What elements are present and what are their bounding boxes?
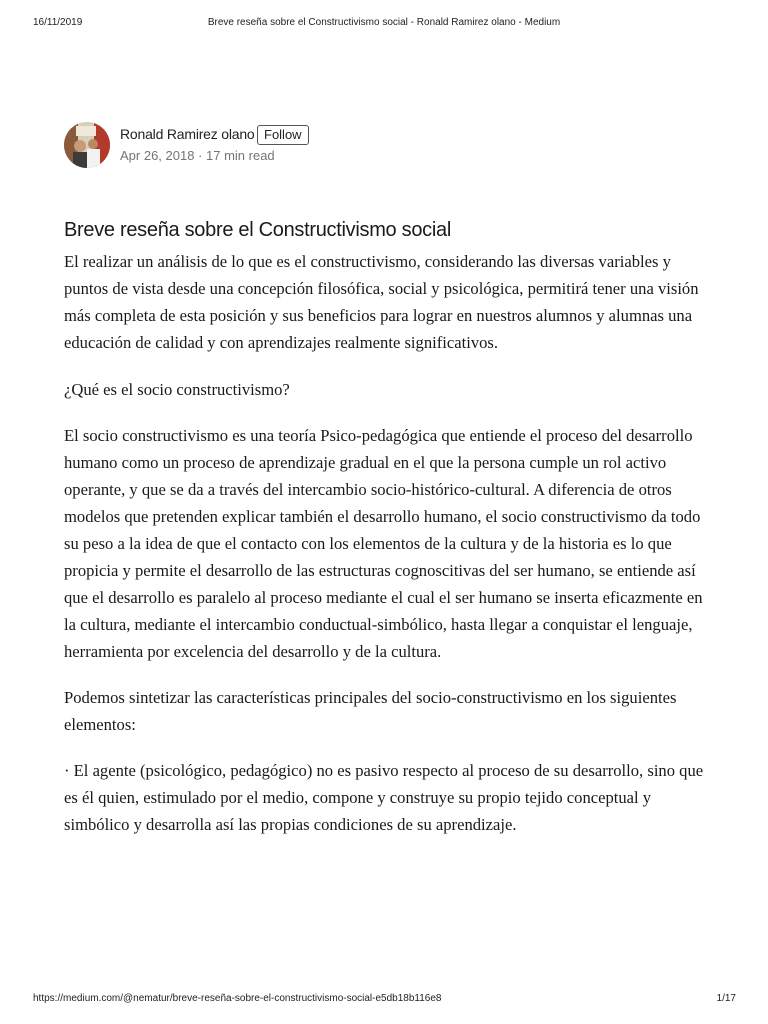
author-block xyxy=(64,122,464,172)
print-date: 16/11/2019 xyxy=(33,17,83,28)
print-url: https://medium.com/@nematur/breve-reseña-sobre-el-constructivismo-social-e5db18b116e8 xyxy=(33,993,442,1004)
article-title: Breve reseña sobre el Constructivismo social xyxy=(64,218,451,242)
section-question: ¿Qué es el socio constructivismo? xyxy=(64,380,290,399)
print-footer xyxy=(0,993,768,1007)
page-number: 1/17 xyxy=(716,993,736,1004)
article-lead: El realizar un análisis de lo que es el constructivismo, considerando las diversas variables y puntos de vista desde una concepción filosófica, social y psicológica, permitirá tener una visión más completa de esta posición y sus beneficios para lograr en nuestros alumnos y alumnas una educación de calidad y con aprendizajes realmente significativos. xyxy=(64,252,699,352)
print-header xyxy=(0,17,768,31)
article-paragraph-3: · El agente (psicológico, pedagógico) no es pasivo respecto al proceso de su desarrollo, sino que es él quien, estimulado por el medio, compone y construye su propio tejido conceptual y simbólico y desarrolla así las propias condiciones de su aprendizaje. xyxy=(64,761,704,834)
avatar-photo-icon xyxy=(64,122,110,168)
print-page-title: Breve reseña sobre el Constructivismo social - Ronald Ramirez olano - Medium xyxy=(207,17,561,28)
article xyxy=(64,216,704,838)
follow-button[interactable]: Follow xyxy=(257,125,309,145)
article-paragraph-2: Podemos sintetizar las características principales del socio-constructivismo en los siguientes elementos: xyxy=(64,688,677,734)
avatar[interactable] xyxy=(64,122,110,168)
article-paragraph-1: El socio constructivismo es una teoría Psico-pedagógica que entiende el proceso del desarrollo humano como un proceso de aprendizaje gradual en el que la persona cumple un rol activo operante, y que se da a través del intercambio socio-histórico-cultural. A diferencia de otros modelos que pretenden explicar también el desarrollo humano, el socio constructivismo da todo su peso a la idea de que el contacto con los elementos de la cultura y de la historia es lo que propicia y permite el desarrollo de las estructuras cognoscitivas del ser humano, se entiende así que el desarrollo es paralelo al proceso mediante el cual el ser humano se inserta eficazmente en la cultura, mediante el intercambio conductual-simbólico, hasta llegar a conquistar el lenguaje, herramienta por excelencia del desarrollo y de la cultura. xyxy=(64,426,703,661)
author-name[interactable]: Ronald Ramirez olano xyxy=(120,126,255,142)
post-meta: Apr 26, 2018 · 17 min read xyxy=(120,148,275,163)
